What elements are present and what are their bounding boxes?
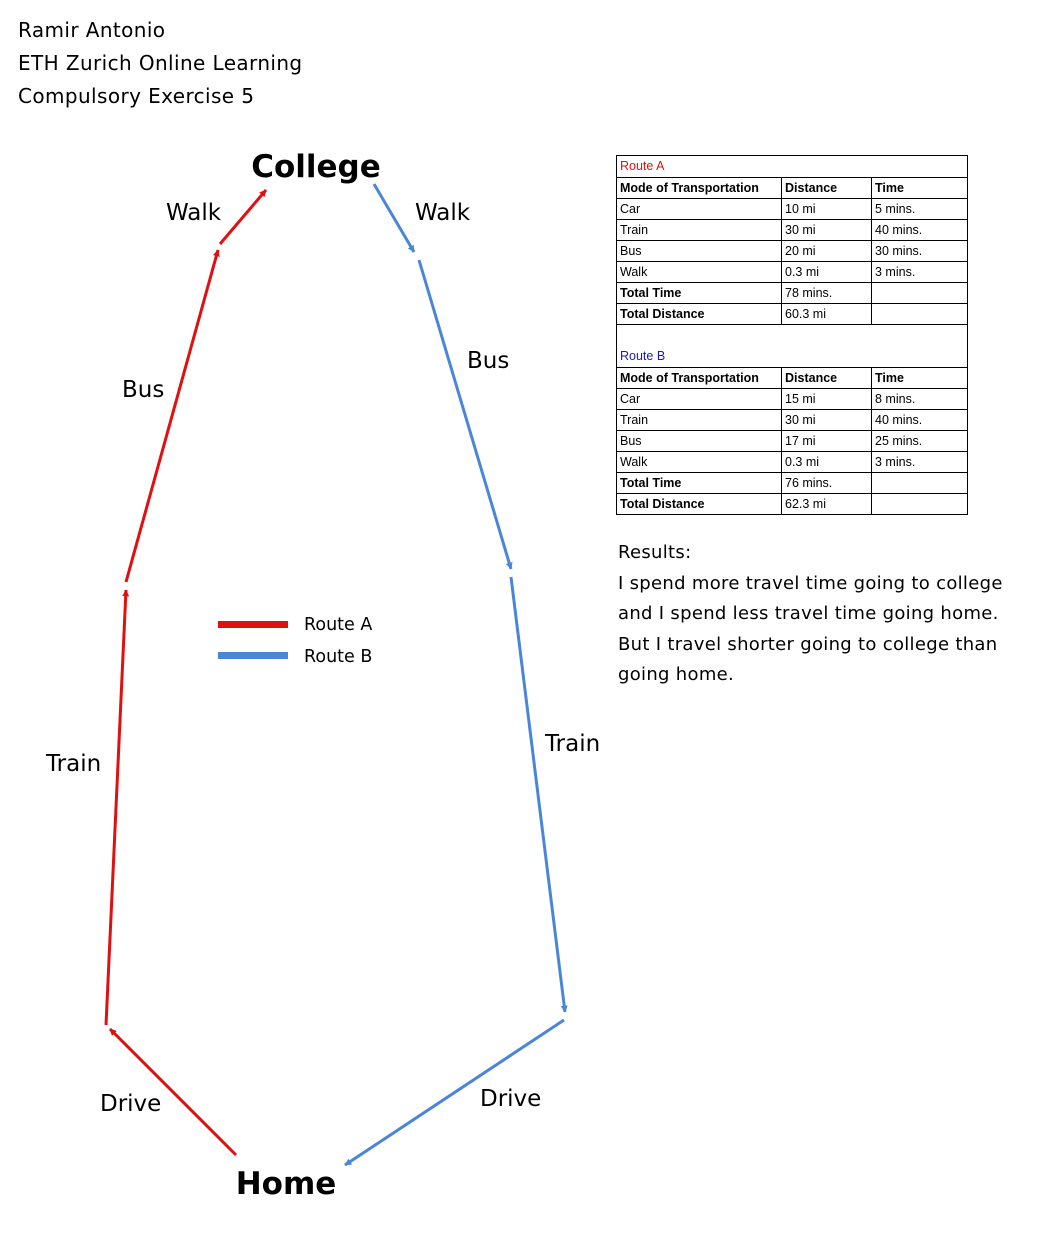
results-line: going home. xyxy=(618,664,735,685)
legend-swatch-route-a xyxy=(218,621,288,628)
time-cell: 40 mins. xyxy=(872,220,968,241)
mode-cell: Bus xyxy=(617,431,782,452)
distance-cell: 0.3 mi xyxy=(782,262,872,283)
mode-cell: Train xyxy=(617,410,782,431)
empty-cell xyxy=(872,473,968,494)
home-node: Home xyxy=(235,1166,337,1202)
route-b-walk-arrow xyxy=(374,184,414,252)
route-b-drive-label: Drive xyxy=(480,1086,542,1112)
total-distance-row xyxy=(617,304,967,325)
results-title: Results: xyxy=(618,542,692,563)
route-tables xyxy=(616,155,968,515)
table-row xyxy=(617,241,967,262)
table-row xyxy=(617,431,967,452)
column-header-mode: Mode of Transportation xyxy=(617,368,782,389)
route-b-title: Route B xyxy=(620,349,666,363)
total-time-value: 78 mins. xyxy=(782,283,872,304)
column-header-time: Time xyxy=(872,368,968,389)
legend-label-route-b: Route B xyxy=(304,647,373,667)
route-b-bus-label: Bus xyxy=(467,348,510,374)
table-row xyxy=(617,199,967,220)
table-header-row xyxy=(617,368,967,389)
empty-cell xyxy=(872,494,968,515)
table-row xyxy=(617,452,967,473)
distance-cell: 17 mi xyxy=(782,431,872,452)
table-header-row xyxy=(617,178,967,199)
distance-cell: 10 mi xyxy=(782,199,872,220)
legend-swatch-route-b xyxy=(218,652,288,659)
time-cell: 8 mins. xyxy=(872,389,968,410)
distance-cell: 30 mi xyxy=(782,410,872,431)
empty-cell xyxy=(872,304,968,325)
route-b-train-arrow xyxy=(511,577,565,1012)
route-a-table xyxy=(617,177,967,324)
results-line: and I spend less travel time going home. xyxy=(618,603,999,624)
route-b-train-label: Train xyxy=(545,731,601,757)
route-a-drive-label: Drive xyxy=(100,1091,162,1117)
column-header-mode: Mode of Transportation xyxy=(617,178,782,199)
mode-cell: Car xyxy=(617,199,782,220)
exercise-title: Compulsory Exercise 5 xyxy=(18,84,255,108)
mode-cell: Walk xyxy=(617,262,782,283)
college-node: College xyxy=(251,149,381,185)
time-cell: 40 mins. xyxy=(872,410,968,431)
column-header-distance: Distance xyxy=(782,368,872,389)
route-a-train-label: Train xyxy=(46,751,102,777)
time-cell: 5 mins. xyxy=(872,199,968,220)
table-row xyxy=(617,389,967,410)
total-time-label: Total Time xyxy=(617,473,782,494)
total-distance-label: Total Distance xyxy=(617,304,782,325)
results-line: But I travel shorter going to college than xyxy=(618,633,998,655)
route-b-bus-arrow xyxy=(419,260,511,569)
course-name: ETH Zurich Online Learning xyxy=(18,51,303,75)
distance-cell: 15 mi xyxy=(782,389,872,410)
results-line: I spend more travel time going to college xyxy=(618,572,1003,594)
total-distance-row xyxy=(617,494,967,515)
table-row xyxy=(617,220,967,241)
time-cell: 25 mins. xyxy=(872,431,968,452)
mode-cell: Walk xyxy=(617,452,782,473)
table-spacer xyxy=(617,324,967,346)
route-a-walk-label: Walk xyxy=(166,200,222,226)
author-name: Ramir Antonio xyxy=(18,18,166,42)
column-header-time: Time xyxy=(872,178,968,199)
column-header-distance: Distance xyxy=(782,178,872,199)
total-distance-value: 62.3 mi xyxy=(782,494,872,515)
results-section xyxy=(618,538,1048,691)
total-time-value: 76 mins. xyxy=(782,473,872,494)
legend-label-route-a: Route A xyxy=(304,615,373,635)
legend xyxy=(218,615,372,667)
total-time-row xyxy=(617,473,967,494)
time-cell: 3 mins. xyxy=(872,452,968,473)
distance-cell: 0.3 mi xyxy=(782,452,872,473)
route-b-table xyxy=(617,367,967,514)
time-cell: 3 mins. xyxy=(872,262,968,283)
route-a-bus-label: Bus xyxy=(122,377,165,403)
distance-cell: 20 mi xyxy=(782,241,872,262)
total-distance-value: 60.3 mi xyxy=(782,304,872,325)
table-row xyxy=(617,262,967,283)
empty-cell xyxy=(872,283,968,304)
time-cell: 30 mins. xyxy=(872,241,968,262)
route-a-title: Route A xyxy=(620,159,665,173)
route-b-walk-label: Walk xyxy=(415,200,471,226)
table-row xyxy=(617,410,967,431)
mode-cell: Car xyxy=(617,389,782,410)
total-distance-label: Total Distance xyxy=(617,494,782,515)
total-time-row xyxy=(617,283,967,304)
distance-cell: 30 mi xyxy=(782,220,872,241)
route-a-walk-arrow xyxy=(220,190,266,244)
mode-cell: Train xyxy=(617,220,782,241)
total-time-label: Total Time xyxy=(617,283,782,304)
mode-cell: Bus xyxy=(617,241,782,262)
route-a-bus-arrow xyxy=(126,250,218,582)
route-a-train-arrow xyxy=(106,590,126,1025)
